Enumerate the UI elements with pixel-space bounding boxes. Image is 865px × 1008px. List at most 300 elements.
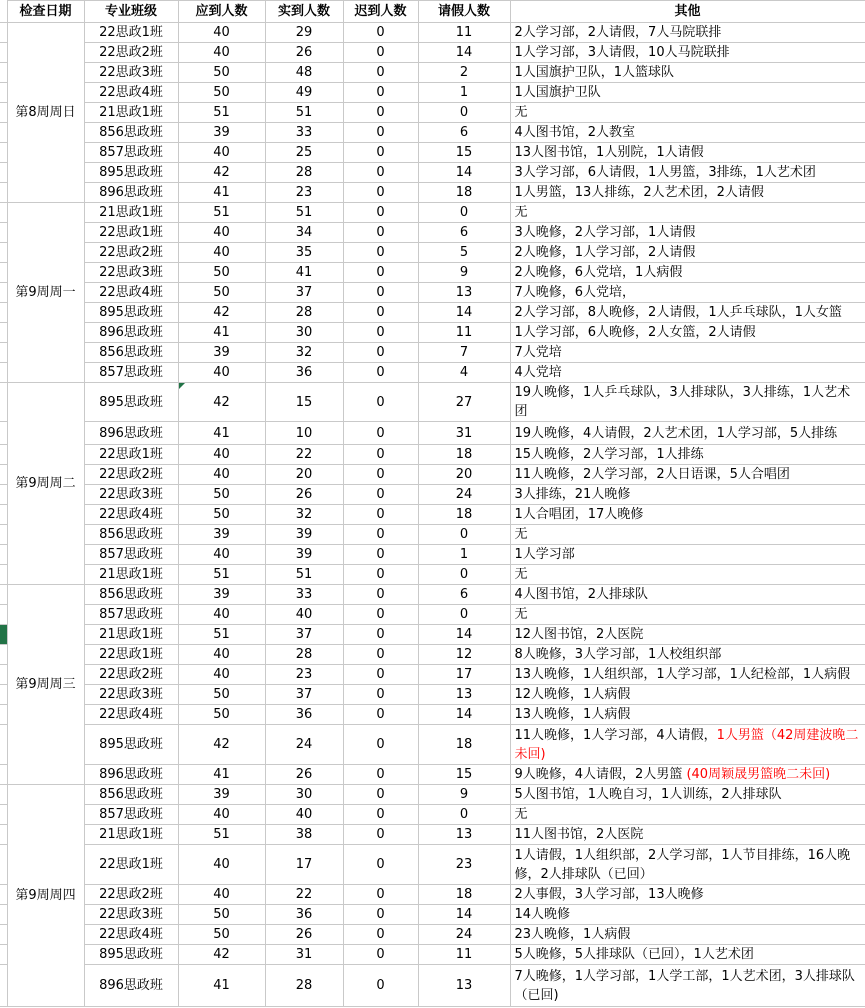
leave-cell[interactable]: 6 xyxy=(418,123,510,143)
table-row xyxy=(0,363,865,383)
expected-cell[interactable]: 40 xyxy=(178,545,265,565)
other-cell[interactable] xyxy=(510,383,865,422)
date-cell[interactable]: 第8周周日 xyxy=(7,23,84,203)
late-cell[interactable]: 0 xyxy=(343,83,418,103)
late-cell[interactable]: 0 xyxy=(343,303,418,323)
actual-cell[interactable]: 26 xyxy=(265,925,343,945)
expected-cell[interactable]: 40 xyxy=(178,223,265,243)
late-cell[interactable]: 0 xyxy=(343,283,418,303)
late-cell[interactable]: 0 xyxy=(343,625,418,645)
other-cell[interactable] xyxy=(510,23,865,43)
late-cell[interactable]: 0 xyxy=(343,645,418,665)
actual-cell[interactable]: 32 xyxy=(265,343,343,363)
class-cell[interactable]: 22思政2班 xyxy=(84,665,178,685)
late-cell[interactable]: 0 xyxy=(343,123,418,143)
class-cell[interactable]: 856思政班 xyxy=(84,785,178,805)
other-cell[interactable] xyxy=(510,183,865,203)
expected-cell[interactable]: 40 xyxy=(178,465,265,485)
leave-cell[interactable]: 18 xyxy=(418,885,510,905)
actual-cell[interactable]: 15 xyxy=(265,383,343,422)
leave-cell[interactable]: 15 xyxy=(418,143,510,163)
other-text: 7人党培 xyxy=(514,345,562,360)
other-cell[interactable] xyxy=(510,505,865,525)
class-cell[interactable]: 22思政4班 xyxy=(84,925,178,945)
expected-cell[interactable]: 51 xyxy=(178,565,265,585)
late-cell[interactable]: 0 xyxy=(343,585,418,605)
class-cell[interactable]: 896思政班 xyxy=(84,765,178,785)
actual-cell[interactable]: 26 xyxy=(265,485,343,505)
row-edge-sliver xyxy=(0,422,7,445)
late-cell[interactable]: 0 xyxy=(343,965,418,1007)
leave-cell[interactable]: 14 xyxy=(418,905,510,925)
actual-cell[interactable]: 26 xyxy=(265,765,343,785)
late-cell[interactable]: 0 xyxy=(343,545,418,565)
late-cell[interactable]: 0 xyxy=(343,243,418,263)
expected-cell[interactable]: 50 xyxy=(178,705,265,725)
expected-cell[interactable]: 39 xyxy=(178,123,265,143)
header-expected[interactable]: 应到人数 xyxy=(178,1,265,23)
leave-cell[interactable]: 6 xyxy=(418,223,510,243)
expected-cell[interactable]: 40 xyxy=(178,845,265,885)
leave-cell[interactable]: 14 xyxy=(418,705,510,725)
actual-cell[interactable]: 23 xyxy=(265,183,343,203)
class-cell[interactable]: 856思政班 xyxy=(84,123,178,143)
expected-cell[interactable]: 51 xyxy=(178,625,265,645)
other-cell[interactable] xyxy=(510,243,865,263)
expected-cell[interactable]: 41 xyxy=(178,422,265,445)
class-cell[interactable]: 856思政班 xyxy=(84,343,178,363)
table-row xyxy=(0,945,865,965)
other-cell[interactable] xyxy=(510,143,865,163)
expected-cell[interactable]: 40 xyxy=(178,605,265,625)
leave-cell[interactable]: 9 xyxy=(418,785,510,805)
class-cell[interactable]: 21思政1班 xyxy=(84,103,178,123)
other-cell[interactable] xyxy=(510,625,865,645)
other-cell[interactable] xyxy=(510,605,865,625)
class-cell[interactable]: 856思政班 xyxy=(84,585,178,605)
actual-cell[interactable]: 17 xyxy=(265,845,343,885)
class-cell[interactable]: 22思政1班 xyxy=(84,845,178,885)
other-cell[interactable] xyxy=(510,545,865,565)
other-cell[interactable] xyxy=(510,585,865,605)
expected-cell[interactable]: 40 xyxy=(178,243,265,263)
late-cell[interactable]: 0 xyxy=(343,565,418,585)
late-cell[interactable]: 0 xyxy=(343,63,418,83)
late-cell[interactable]: 0 xyxy=(343,223,418,243)
actual-cell[interactable]: 40 xyxy=(265,605,343,625)
actual-cell[interactable]: 37 xyxy=(265,283,343,303)
leave-cell[interactable]: 14 xyxy=(418,43,510,63)
class-cell[interactable]: 22思政2班 xyxy=(84,465,178,485)
actual-cell[interactable]: 22 xyxy=(265,885,343,905)
actual-cell[interactable]: 23 xyxy=(265,665,343,685)
other-text: 8人晚修，3人学习部，1人校组织部 xyxy=(514,647,722,662)
other-cell[interactable] xyxy=(510,63,865,83)
other-cell[interactable] xyxy=(510,83,865,103)
class-cell[interactable]: 22思政4班 xyxy=(84,705,178,725)
late-cell[interactable]: 0 xyxy=(343,805,418,825)
leave-cell[interactable]: 20 xyxy=(418,465,510,485)
date-cell[interactable]: 第9周周一 xyxy=(7,203,84,383)
late-cell[interactable]: 0 xyxy=(343,905,418,925)
actual-cell[interactable]: 39 xyxy=(265,525,343,545)
leave-cell[interactable]: 11 xyxy=(418,323,510,343)
leave-cell[interactable]: 18 xyxy=(418,505,510,525)
other-cell[interactable] xyxy=(510,283,865,303)
leave-cell[interactable]: 0 xyxy=(418,805,510,825)
class-cell[interactable]: 896思政班 xyxy=(84,965,178,1007)
late-cell[interactable]: 0 xyxy=(343,505,418,525)
leave-cell[interactable]: 0 xyxy=(418,103,510,123)
leave-cell[interactable]: 13 xyxy=(418,825,510,845)
late-cell[interactable]: 0 xyxy=(343,43,418,63)
other-cell[interactable] xyxy=(510,805,865,825)
expected-cell[interactable]: 51 xyxy=(178,103,265,123)
expected-cell[interactable]: 50 xyxy=(178,485,265,505)
leave-cell[interactable]: 1 xyxy=(418,545,510,565)
other-cell[interactable] xyxy=(510,465,865,485)
class-cell[interactable]: 857思政班 xyxy=(84,363,178,383)
expected-cell[interactable]: 50 xyxy=(178,505,265,525)
expected-cell[interactable]: 40 xyxy=(178,805,265,825)
actual-cell[interactable]: 28 xyxy=(265,965,343,1007)
class-cell[interactable]: 857思政班 xyxy=(84,545,178,565)
table-row xyxy=(0,203,865,223)
table-row xyxy=(0,23,865,43)
actual-cell[interactable]: 37 xyxy=(265,685,343,705)
leave-cell[interactable]: 12 xyxy=(418,645,510,665)
other-cell[interactable] xyxy=(510,163,865,183)
class-cell[interactable]: 22思政1班 xyxy=(84,223,178,243)
actual-cell[interactable]: 49 xyxy=(265,83,343,103)
other-cell[interactable] xyxy=(510,123,865,143)
leave-cell[interactable]: 5 xyxy=(418,243,510,263)
leave-cell[interactable]: 1 xyxy=(418,83,510,103)
class-cell[interactable]: 22思政2班 xyxy=(84,243,178,263)
other-cell[interactable] xyxy=(510,965,865,1007)
other-cell[interactable] xyxy=(510,103,865,123)
leave-cell[interactable]: 0 xyxy=(418,203,510,223)
expected-cell[interactable]: 51 xyxy=(178,203,265,223)
actual-cell[interactable]: 36 xyxy=(265,705,343,725)
other-cell[interactable] xyxy=(510,785,865,805)
late-cell[interactable]: 0 xyxy=(343,445,418,465)
actual-cell[interactable]: 41 xyxy=(265,263,343,283)
expected-cell[interactable]: 40 xyxy=(178,23,265,43)
expected-cell[interactable]: 40 xyxy=(178,143,265,163)
class-cell[interactable]: 857思政班 xyxy=(84,805,178,825)
other-cell[interactable] xyxy=(510,705,865,725)
actual-cell[interactable]: 22 xyxy=(265,445,343,465)
leave-cell[interactable]: 14 xyxy=(418,303,510,323)
late-cell[interactable]: 0 xyxy=(343,23,418,43)
actual-cell[interactable]: 51 xyxy=(265,203,343,223)
class-cell[interactable]: 895思政班 xyxy=(84,945,178,965)
class-cell[interactable]: 22思政2班 xyxy=(84,885,178,905)
actual-cell[interactable]: 36 xyxy=(265,363,343,383)
actual-cell[interactable]: 31 xyxy=(265,945,343,965)
expected-cell[interactable]: 40 xyxy=(178,363,265,383)
expected-cell[interactable]: 42 xyxy=(178,725,265,765)
class-cell[interactable]: 22思政1班 xyxy=(84,445,178,465)
late-cell[interactable]: 0 xyxy=(343,945,418,965)
class-cell[interactable]: 22思政3班 xyxy=(84,485,178,505)
expected-cell[interactable]: 41 xyxy=(178,765,265,785)
class-cell[interactable]: 21思政1班 xyxy=(84,825,178,845)
expected-cell[interactable]: 50 xyxy=(178,685,265,705)
actual-cell[interactable]: 39 xyxy=(265,545,343,565)
class-cell[interactable]: 895思政班 xyxy=(84,725,178,765)
actual-cell[interactable]: 35 xyxy=(265,243,343,263)
late-cell[interactable]: 0 xyxy=(343,605,418,625)
actual-cell[interactable]: 34 xyxy=(265,223,343,243)
leave-cell[interactable]: 24 xyxy=(418,925,510,945)
other-cell[interactable] xyxy=(510,263,865,283)
table-row xyxy=(0,705,865,725)
class-cell[interactable]: 21思政1班 xyxy=(84,625,178,645)
class-cell[interactable]: 22思政3班 xyxy=(84,685,178,705)
class-cell[interactable]: 896思政班 xyxy=(84,422,178,445)
header-edge-sliver xyxy=(0,1,7,23)
late-cell[interactable]: 0 xyxy=(343,765,418,785)
leave-cell[interactable]: 11 xyxy=(418,945,510,965)
header-other[interactable]: 其他 xyxy=(510,1,865,23)
other-cell[interactable] xyxy=(510,223,865,243)
actual-cell[interactable]: 25 xyxy=(265,143,343,163)
class-cell[interactable]: 21思政1班 xyxy=(84,203,178,223)
late-cell[interactable]: 0 xyxy=(343,263,418,283)
actual-cell[interactable]: 24 xyxy=(265,725,343,765)
leave-cell[interactable]: 0 xyxy=(418,605,510,625)
expected-cell[interactable]: 42 xyxy=(178,303,265,323)
expected-cell[interactable]: 51 xyxy=(178,825,265,845)
table-row xyxy=(0,965,865,1007)
actual-cell[interactable]: 29 xyxy=(265,23,343,43)
expected-cell[interactable]: 39 xyxy=(178,785,265,805)
leave-cell[interactable]: 13 xyxy=(418,965,510,1007)
expected-cell[interactable]: 41 xyxy=(178,965,265,1007)
other-cell[interactable] xyxy=(510,905,865,925)
class-cell[interactable]: 895思政班 xyxy=(84,163,178,183)
actual-cell[interactable]: 36 xyxy=(265,905,343,925)
header-check-date[interactable]: 检查日期 xyxy=(7,1,84,23)
red-note-text: 1人男篮（42周建波晚二未回) xyxy=(514,727,859,762)
class-cell[interactable]: 896思政班 xyxy=(84,323,178,343)
late-cell[interactable]: 0 xyxy=(343,845,418,885)
actual-cell[interactable]: 28 xyxy=(265,645,343,665)
expected-cell[interactable]: 50 xyxy=(178,925,265,945)
leave-cell[interactable]: 18 xyxy=(418,445,510,465)
late-cell[interactable]: 0 xyxy=(343,725,418,765)
expected-cell[interactable]: 39 xyxy=(178,343,265,363)
leave-cell[interactable]: 15 xyxy=(418,765,510,785)
expected-cell-with-error-indicator[interactable]: 42 xyxy=(178,383,265,422)
late-cell[interactable]: 0 xyxy=(343,183,418,203)
actual-cell[interactable]: 38 xyxy=(265,825,343,845)
expected-cell[interactable]: 40 xyxy=(178,445,265,465)
expected-cell[interactable]: 40 xyxy=(178,43,265,63)
class-cell[interactable]: 22思政3班 xyxy=(84,263,178,283)
late-cell[interactable]: 0 xyxy=(343,383,418,422)
late-cell[interactable]: 0 xyxy=(343,465,418,485)
actual-cell[interactable]: 30 xyxy=(265,323,343,343)
expected-cell[interactable]: 40 xyxy=(178,645,265,665)
leave-cell[interactable]: 14 xyxy=(418,625,510,645)
other-cell[interactable] xyxy=(510,43,865,63)
other-cell[interactable] xyxy=(510,765,865,785)
leave-cell[interactable]: 18 xyxy=(418,183,510,203)
class-cell[interactable]: 22思政4班 xyxy=(84,283,178,303)
late-cell[interactable]: 0 xyxy=(343,685,418,705)
late-cell[interactable]: 0 xyxy=(343,785,418,805)
expected-cell[interactable]: 50 xyxy=(178,263,265,283)
actual-cell[interactable]: 28 xyxy=(265,303,343,323)
leave-cell[interactable]: 2 xyxy=(418,63,510,83)
late-cell[interactable]: 0 xyxy=(343,363,418,383)
other-cell[interactable] xyxy=(510,825,865,845)
other-text: 14人晚修 xyxy=(514,907,571,922)
date-cell[interactable]: 第9周周三 xyxy=(7,585,84,785)
other-cell[interactable] xyxy=(510,665,865,685)
leave-cell[interactable]: 7 xyxy=(418,343,510,363)
leave-cell[interactable]: 18 xyxy=(418,725,510,765)
class-cell[interactable]: 22思政1班 xyxy=(84,23,178,43)
late-cell[interactable]: 0 xyxy=(343,925,418,945)
class-cell[interactable]: 22思政3班 xyxy=(84,63,178,83)
other-cell[interactable] xyxy=(510,685,865,705)
expected-cell[interactable]: 41 xyxy=(178,183,265,203)
actual-cell[interactable]: 40 xyxy=(265,805,343,825)
late-cell[interactable]: 0 xyxy=(343,343,418,363)
class-cell[interactable]: 856思政班 xyxy=(84,525,178,545)
late-cell[interactable]: 0 xyxy=(343,103,418,123)
other-cell[interactable] xyxy=(510,565,865,585)
header-actual[interactable]: 实到人数 xyxy=(265,1,343,23)
other-cell[interactable] xyxy=(510,323,865,343)
actual-cell[interactable]: 48 xyxy=(265,63,343,83)
header-class[interactable]: 专业班级 xyxy=(84,1,178,23)
late-cell[interactable]: 0 xyxy=(343,665,418,685)
other-cell[interactable] xyxy=(510,925,865,945)
header-late[interactable]: 迟到人数 xyxy=(343,1,418,23)
late-cell[interactable]: 0 xyxy=(343,143,418,163)
leave-cell[interactable]: 17 xyxy=(418,665,510,685)
other-cell[interactable] xyxy=(510,485,865,505)
class-cell[interactable]: 22思政2班 xyxy=(84,43,178,63)
leave-cell[interactable]: 13 xyxy=(418,283,510,303)
class-cell[interactable]: 22思政1班 xyxy=(84,645,178,665)
class-cell[interactable]: 857思政班 xyxy=(84,143,178,163)
leave-cell[interactable]: 9 xyxy=(418,263,510,283)
late-cell[interactable]: 0 xyxy=(343,323,418,343)
actual-cell[interactable]: 32 xyxy=(265,505,343,525)
class-cell[interactable]: 896思政班 xyxy=(84,183,178,203)
actual-cell[interactable]: 51 xyxy=(265,565,343,585)
late-cell[interactable]: 0 xyxy=(343,203,418,223)
expected-cell[interactable]: 50 xyxy=(178,283,265,303)
actual-cell[interactable]: 26 xyxy=(265,43,343,63)
late-cell[interactable]: 0 xyxy=(343,885,418,905)
other-cell[interactable] xyxy=(510,885,865,905)
class-cell[interactable]: 895思政班 xyxy=(84,383,178,422)
date-cell[interactable]: 第9周周二 xyxy=(7,383,84,585)
actual-cell[interactable]: 30 xyxy=(265,785,343,805)
other-text: 2人学习部，8人晚修，2人请假，1人乒乓球队，1人女篮 xyxy=(514,305,842,320)
leave-cell[interactable]: 4 xyxy=(418,363,510,383)
leave-cell[interactable]: 6 xyxy=(418,585,510,605)
row-edge-sliver xyxy=(0,63,7,83)
actual-cell[interactable]: 51 xyxy=(265,103,343,123)
class-cell[interactable]: 857思政班 xyxy=(84,605,178,625)
late-cell[interactable]: 0 xyxy=(343,485,418,505)
other-text: 无 xyxy=(514,567,528,582)
class-cell[interactable]: 22思政4班 xyxy=(84,83,178,103)
leave-cell[interactable]: 23 xyxy=(418,845,510,885)
other-cell[interactable] xyxy=(510,525,865,545)
expected-cell[interactable]: 42 xyxy=(178,945,265,965)
expected-cell[interactable]: 42 xyxy=(178,163,265,183)
table-row xyxy=(0,645,865,665)
expected-cell[interactable]: 40 xyxy=(178,885,265,905)
other-cell[interactable] xyxy=(510,945,865,965)
expected-cell[interactable]: 50 xyxy=(178,905,265,925)
class-cell[interactable]: 22思政4班 xyxy=(84,505,178,525)
other-cell[interactable] xyxy=(510,303,865,323)
late-cell[interactable]: 0 xyxy=(343,422,418,445)
class-cell[interactable]: 21思政1班 xyxy=(84,565,178,585)
leave-cell[interactable]: 13 xyxy=(418,685,510,705)
class-cell[interactable]: 895思政班 xyxy=(84,303,178,323)
row-edge-sliver xyxy=(0,343,7,363)
class-cell[interactable]: 22思政3班 xyxy=(84,905,178,925)
expected-cell[interactable]: 41 xyxy=(178,323,265,343)
leave-cell[interactable]: 24 xyxy=(418,485,510,505)
late-cell[interactable]: 0 xyxy=(343,525,418,545)
leave-cell[interactable]: 0 xyxy=(418,525,510,545)
leave-cell[interactable]: 0 xyxy=(418,565,510,585)
actual-cell[interactable]: 28 xyxy=(265,163,343,183)
expected-cell[interactable]: 40 xyxy=(178,665,265,685)
header-leave[interactable]: 请假人数 xyxy=(418,1,510,23)
leave-cell[interactable]: 27 xyxy=(418,383,510,422)
other-cell[interactable] xyxy=(510,343,865,363)
other-cell[interactable] xyxy=(510,645,865,665)
other-text: 13人晚修，1人病假 xyxy=(514,707,631,722)
expected-cell[interactable]: 39 xyxy=(178,585,265,605)
actual-cell[interactable]: 33 xyxy=(265,123,343,143)
other-cell[interactable] xyxy=(510,725,865,765)
actual-cell[interactable]: 10 xyxy=(265,422,343,445)
late-cell[interactable]: 0 xyxy=(343,163,418,183)
actual-cell[interactable]: 33 xyxy=(265,585,343,605)
other-cell[interactable] xyxy=(510,445,865,465)
leave-cell[interactable]: 11 xyxy=(418,23,510,43)
expected-cell[interactable]: 50 xyxy=(178,63,265,83)
actual-cell[interactable]: 20 xyxy=(265,465,343,485)
other-cell[interactable] xyxy=(510,203,865,223)
other-cell[interactable] xyxy=(510,845,865,885)
leave-cell[interactable]: 14 xyxy=(418,163,510,183)
expected-cell[interactable]: 39 xyxy=(178,525,265,545)
late-cell[interactable]: 0 xyxy=(343,705,418,725)
expected-cell[interactable]: 50 xyxy=(178,83,265,103)
other-cell[interactable] xyxy=(510,422,865,445)
leave-cell[interactable]: 31 xyxy=(418,422,510,445)
date-cell[interactable]: 第9周周四 xyxy=(7,785,84,1007)
other-cell[interactable] xyxy=(510,363,865,383)
actual-cell[interactable]: 37 xyxy=(265,625,343,645)
late-cell[interactable]: 0 xyxy=(343,825,418,845)
